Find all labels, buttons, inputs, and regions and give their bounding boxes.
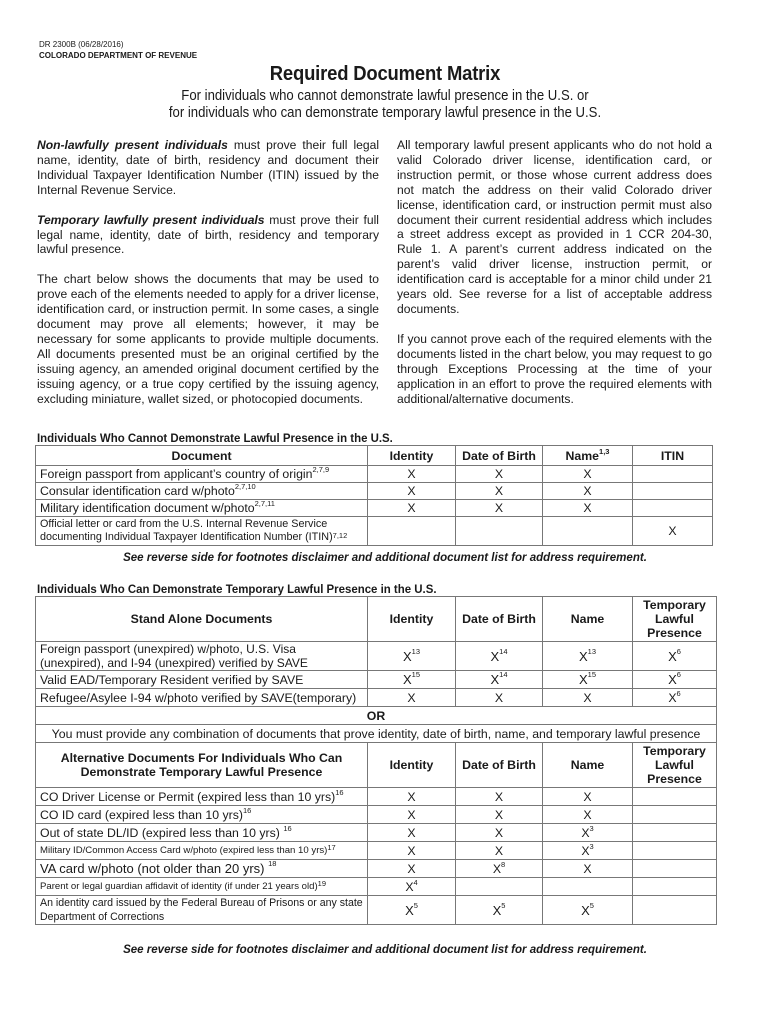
mark: X	[490, 648, 500, 664]
mark: X	[494, 690, 504, 705]
document-label: Consular identification card w/photo	[40, 484, 235, 498]
table-row	[36, 483, 713, 500]
table-row	[36, 824, 717, 842]
mark: X	[581, 902, 590, 918]
name-cell: X	[543, 500, 633, 517]
dob-cell	[456, 517, 543, 546]
dob-cell	[456, 806, 543, 824]
document-cell: Foreign passport (unexpired) w/photo, U.S. Visa (unexpired), and I-94 (unexpired) verified by SAVE	[36, 642, 368, 671]
footnote-ref: 2,7,11	[254, 499, 275, 508]
standalone-header-row	[36, 597, 717, 642]
table-row	[36, 671, 717, 689]
mark: X	[578, 672, 588, 687]
intro-paragraph-nonlawful	[37, 138, 379, 198]
intro-left-column	[37, 138, 379, 407]
footnote-ref: 6	[676, 646, 681, 656]
mark: X	[405, 879, 414, 894]
table-row	[36, 806, 717, 824]
mark: X	[407, 843, 416, 858]
column-header-name	[543, 446, 633, 466]
mark: X	[402, 672, 412, 687]
dob-cell	[456, 642, 543, 671]
identity-cell	[368, 842, 456, 860]
intro-text-temporary: must prove their full legal name, identity, date of birth, residency and temporary lawful presence.	[37, 212, 379, 257]
footnote-ref: 2,7,10	[234, 482, 256, 491]
document-cell	[36, 500, 368, 517]
or-divider-row	[36, 707, 717, 725]
document-cell	[36, 896, 368, 925]
combination-note-row	[36, 725, 717, 743]
footnote-ref: 13	[587, 646, 596, 656]
table-row	[36, 517, 713, 546]
column-header-name: Name	[543, 597, 633, 642]
name-cell	[543, 824, 633, 842]
name-cell	[543, 517, 633, 546]
mark: X	[668, 690, 677, 705]
identity-cell	[368, 806, 456, 824]
mark: X	[581, 843, 590, 858]
mark: X	[494, 843, 504, 858]
column-header-name: Name	[543, 743, 633, 788]
name-cell	[543, 642, 633, 671]
footnote-ref: 13	[411, 646, 420, 656]
document-cell	[36, 824, 368, 842]
table1-footnote: See reverse side for footnotes disclaimer and additional document list for address requirement.	[123, 550, 647, 564]
itin-cell	[633, 466, 713, 483]
document-label-line-2: documenting Individual Taxpayer Identification Number (ITIN)	[40, 531, 333, 543]
intro-paragraph-temporary	[37, 213, 379, 258]
document-cell: Valid EAD/Temporary Resident verified by SAVE	[36, 671, 368, 689]
footnote-ref: 16	[283, 823, 292, 833]
document-cell	[36, 860, 368, 878]
identity-cell: X	[368, 500, 456, 517]
tlp-cell	[633, 824, 717, 842]
dob-cell	[456, 689, 543, 707]
or-label: OR	[36, 707, 717, 725]
tlp-cell	[633, 842, 717, 860]
column-header-dob: Date of Birth	[456, 446, 543, 466]
name-cell	[543, 671, 633, 689]
mark: X	[668, 672, 677, 687]
mark: X	[490, 672, 500, 687]
document-cell	[36, 466, 368, 483]
department-name: COLORADO DEPARTMENT OF REVENUE	[39, 51, 198, 60]
intro-text-nonlawful: must prove their full legal name, identity, date of birth, residency and document their Individual Taxpayer Identification Number (ITIN) issued by the Internal Revenue Service.	[37, 138, 380, 197]
column-header-itin: ITIN	[633, 446, 713, 466]
document-label: CO ID card (expired less than 10 yrs)	[40, 807, 243, 822]
column-header-temporary-lawful-presence: Temporary Lawful Presence	[633, 597, 717, 642]
table1-heading: Individuals Who Cannot Demonstrate Lawful Presence in the U.S.	[37, 431, 393, 445]
table-header-row	[36, 446, 713, 466]
table-row	[36, 860, 717, 878]
mark: X	[407, 861, 416, 876]
document-label: Military identification document w/photo	[40, 501, 255, 515]
footnote-ref: 4	[413, 877, 418, 887]
footnote-ref: 19	[317, 879, 327, 888]
name-cell	[543, 842, 633, 860]
document-cell	[36, 788, 368, 806]
column-header-dob: Date of Birth	[456, 597, 543, 642]
dob-cell	[456, 860, 543, 878]
identity-cell	[368, 689, 456, 707]
footnote-ref: 14	[499, 646, 508, 656]
mark: X	[668, 648, 677, 664]
itin-cell	[633, 500, 713, 517]
table-row	[36, 642, 717, 671]
mark: X	[494, 789, 504, 804]
footnote-ref: 5	[501, 900, 506, 910]
mark: X	[494, 807, 504, 822]
table-row	[36, 500, 713, 517]
identity-cell: X	[368, 483, 456, 500]
footnote-ref: 5	[589, 900, 594, 910]
document-label: Foreign passport from applicant’s country of origin	[40, 467, 313, 481]
document-label: VA card w/photo (not older than 20 yrs)	[40, 861, 269, 876]
intro-lead-temporary: Temporary lawfully present individuals	[37, 212, 265, 227]
footnote-ref: 17	[327, 843, 336, 852]
identity-cell	[368, 824, 456, 842]
identity-cell	[368, 671, 456, 689]
document-cell: Refugee/Asylee I-94 w/photo verified by SAVE(temporary)	[36, 689, 368, 707]
column-header-identity: Identity	[368, 446, 456, 466]
mark: X	[405, 902, 414, 918]
mark: X	[492, 902, 502, 918]
column-header-alternative-documents: Alternative Documents For Individuals Who Can Demonstrate Temporary Lawful Presence	[36, 743, 368, 788]
combination-note: You must provide any combination of documents that prove identity, date of birth, name, and temporary lawful presence	[36, 725, 717, 743]
footnote-ref: 3	[589, 841, 594, 851]
footnote-ref: 6	[676, 670, 681, 679]
itin-cell	[633, 483, 713, 500]
dob-cell	[456, 824, 543, 842]
document-cell	[36, 842, 368, 860]
intro-lead-nonlawful: Non-lawfully present individuals	[37, 138, 228, 152]
tlp-cell	[633, 671, 717, 689]
name-cell: X	[543, 483, 633, 500]
document-cell	[36, 483, 368, 500]
document-label: Out of state DL/ID (expired less than 10 yrs)	[40, 825, 284, 840]
dob-cell: X	[456, 483, 543, 500]
column-header-standalone-documents: Stand Alone Documents	[36, 597, 368, 642]
document-label-line-1: Official letter or card from the U.S. Internal Revenue Service	[40, 518, 328, 530]
column-header-dob: Date of Birth	[456, 743, 543, 788]
tlp-cell	[633, 878, 717, 896]
non-lawful-presence-table	[35, 445, 713, 546]
name-cell	[543, 689, 633, 707]
itin-cell: X	[633, 517, 713, 546]
document-cell	[36, 878, 368, 896]
document-label: An identity card issued by the Federal Bureau of Prisons or any state Department of Corrections	[40, 897, 363, 923]
document-cell	[36, 517, 368, 546]
footnote-ref: 16	[335, 787, 344, 797]
mark: X	[402, 648, 412, 664]
footnote-ref: 6	[676, 688, 681, 698]
intro-paragraph-chart: The chart below shows the documents that may be used to prove each of the elements needed to apply for a driver license, identification card, or instruction permit. In some cases, a single document may prove all elements; however, it may be necessary for some applicants to provide multiple documents. All documents presented must be an original certified by the issuing agency, an amended original document certified by the issuing agency, or a true copy certified by the issuing agency, excluding miniature, wallet sized, or photocopied documents.	[37, 272, 379, 406]
temporary-lawful-presence-table	[35, 596, 717, 925]
mark: X	[583, 861, 592, 876]
tlp-cell	[633, 860, 717, 878]
identity-cell	[368, 642, 456, 671]
identity-cell	[368, 860, 456, 878]
footnote-ref: 18	[268, 859, 277, 868]
column-header-identity: Identity	[368, 597, 456, 642]
footnote-ref: 7,12	[332, 531, 348, 540]
dob-cell: X	[456, 500, 543, 517]
column-header-document: Document	[36, 446, 368, 466]
table-row	[36, 788, 717, 806]
identity-cell	[368, 878, 456, 896]
document-label: Military ID/Common Access Card w/photo (expired less than 10 yrs)	[40, 845, 328, 856]
identity-cell: X	[368, 466, 456, 483]
footnote-ref: 15	[587, 670, 596, 679]
mark: X	[407, 825, 416, 840]
mark: X	[407, 690, 416, 705]
form-id: DR 2300B (06/28/2016)	[39, 40, 124, 49]
name-cell	[543, 788, 633, 806]
mark: X	[407, 807, 416, 822]
intro-paragraph-exceptions: If you cannot prove each of the required elements with the documents listed in the chart below, you may request to go through Exceptions Processing at the time of your application in an effort to prove the required elements with additional/alternative documents.	[397, 331, 712, 406]
intro-right-column	[397, 138, 712, 406]
mark: X	[494, 825, 504, 840]
dob-cell: X	[456, 466, 543, 483]
identity-cell	[368, 788, 456, 806]
dob-cell	[456, 896, 543, 925]
footnote-ref: 1,3	[599, 446, 610, 456]
document-cell	[36, 806, 368, 824]
identity-cell	[368, 896, 456, 925]
footnote-ref: 14	[499, 670, 508, 679]
mark: X	[583, 690, 592, 705]
intro-paragraph-address: All temporary lawful present applicants who do not hold a valid Colorado driver license, identification card, or instruction permit, or those whose current address does not match the address on their valid Colorado driver license, identification card, or instruction permit must also document their current residential address which includes a street address except as provided in 1 CCR 204-30, Rule 1. A parent’s current address indicated on the parent’s valid driver license, instruction permit, or identification card is acceptable for a minor child under 21 years old. See reverse for a list of acceptable address documents.	[397, 138, 712, 316]
mark: X	[583, 789, 592, 804]
name-cell: X	[543, 466, 633, 483]
column-header-identity: Identity	[368, 743, 456, 788]
footnote-ref: 15	[411, 670, 420, 679]
dob-cell	[456, 671, 543, 689]
dob-cell	[456, 842, 543, 860]
mark: X	[583, 807, 592, 822]
dob-cell	[456, 788, 543, 806]
footnote-ref: 2,7,9	[312, 465, 330, 474]
footnote-ref: 8	[501, 859, 506, 869]
subtitle-line-2: for individuals who can demonstrate temporary lawful presence in the U.S.	[168, 105, 602, 121]
mark: X	[492, 861, 502, 876]
table-row	[36, 689, 717, 707]
subtitle-line-1: For individuals who cannot demonstrate lawful presence in the U.S. or	[181, 88, 589, 104]
column-header-temporary-lawful-presence: Temporary Lawful Presence	[633, 743, 717, 788]
identity-cell	[368, 517, 456, 546]
document-label: Parent or legal guardian affidavit of identity (if under 21 years old)	[40, 881, 318, 892]
footnote-ref: 16	[242, 805, 252, 815]
name-cell	[543, 896, 633, 925]
footnote-ref: 5	[413, 900, 418, 910]
name-cell	[543, 806, 633, 824]
table2-footnote: See reverse side for footnotes disclaimer and additional document list for address requirement.	[123, 942, 647, 956]
name-cell	[543, 878, 633, 896]
mark: X	[578, 648, 588, 664]
table-row	[36, 878, 717, 896]
tlp-cell	[633, 689, 717, 707]
alternative-header-row	[36, 743, 717, 788]
footnote-ref: 3	[589, 823, 594, 833]
dob-cell	[456, 878, 543, 896]
tlp-cell	[633, 896, 717, 925]
table-row	[36, 896, 717, 925]
column-header-name-label: Name	[565, 448, 600, 463]
name-cell	[543, 860, 633, 878]
tlp-cell	[633, 806, 717, 824]
tlp-cell	[633, 642, 717, 671]
table-row	[36, 466, 713, 483]
table-row	[36, 842, 717, 860]
mark: X	[581, 825, 590, 840]
table2-heading: Individuals Who Can Demonstrate Temporary Lawful Presence in the U.S.	[37, 582, 437, 596]
mark: X	[407, 789, 416, 804]
page-title: Required Document Matrix	[269, 62, 501, 85]
tlp-cell	[633, 788, 717, 806]
document-label: CO Driver License or Permit (expired less than 10 yrs)	[40, 789, 336, 804]
